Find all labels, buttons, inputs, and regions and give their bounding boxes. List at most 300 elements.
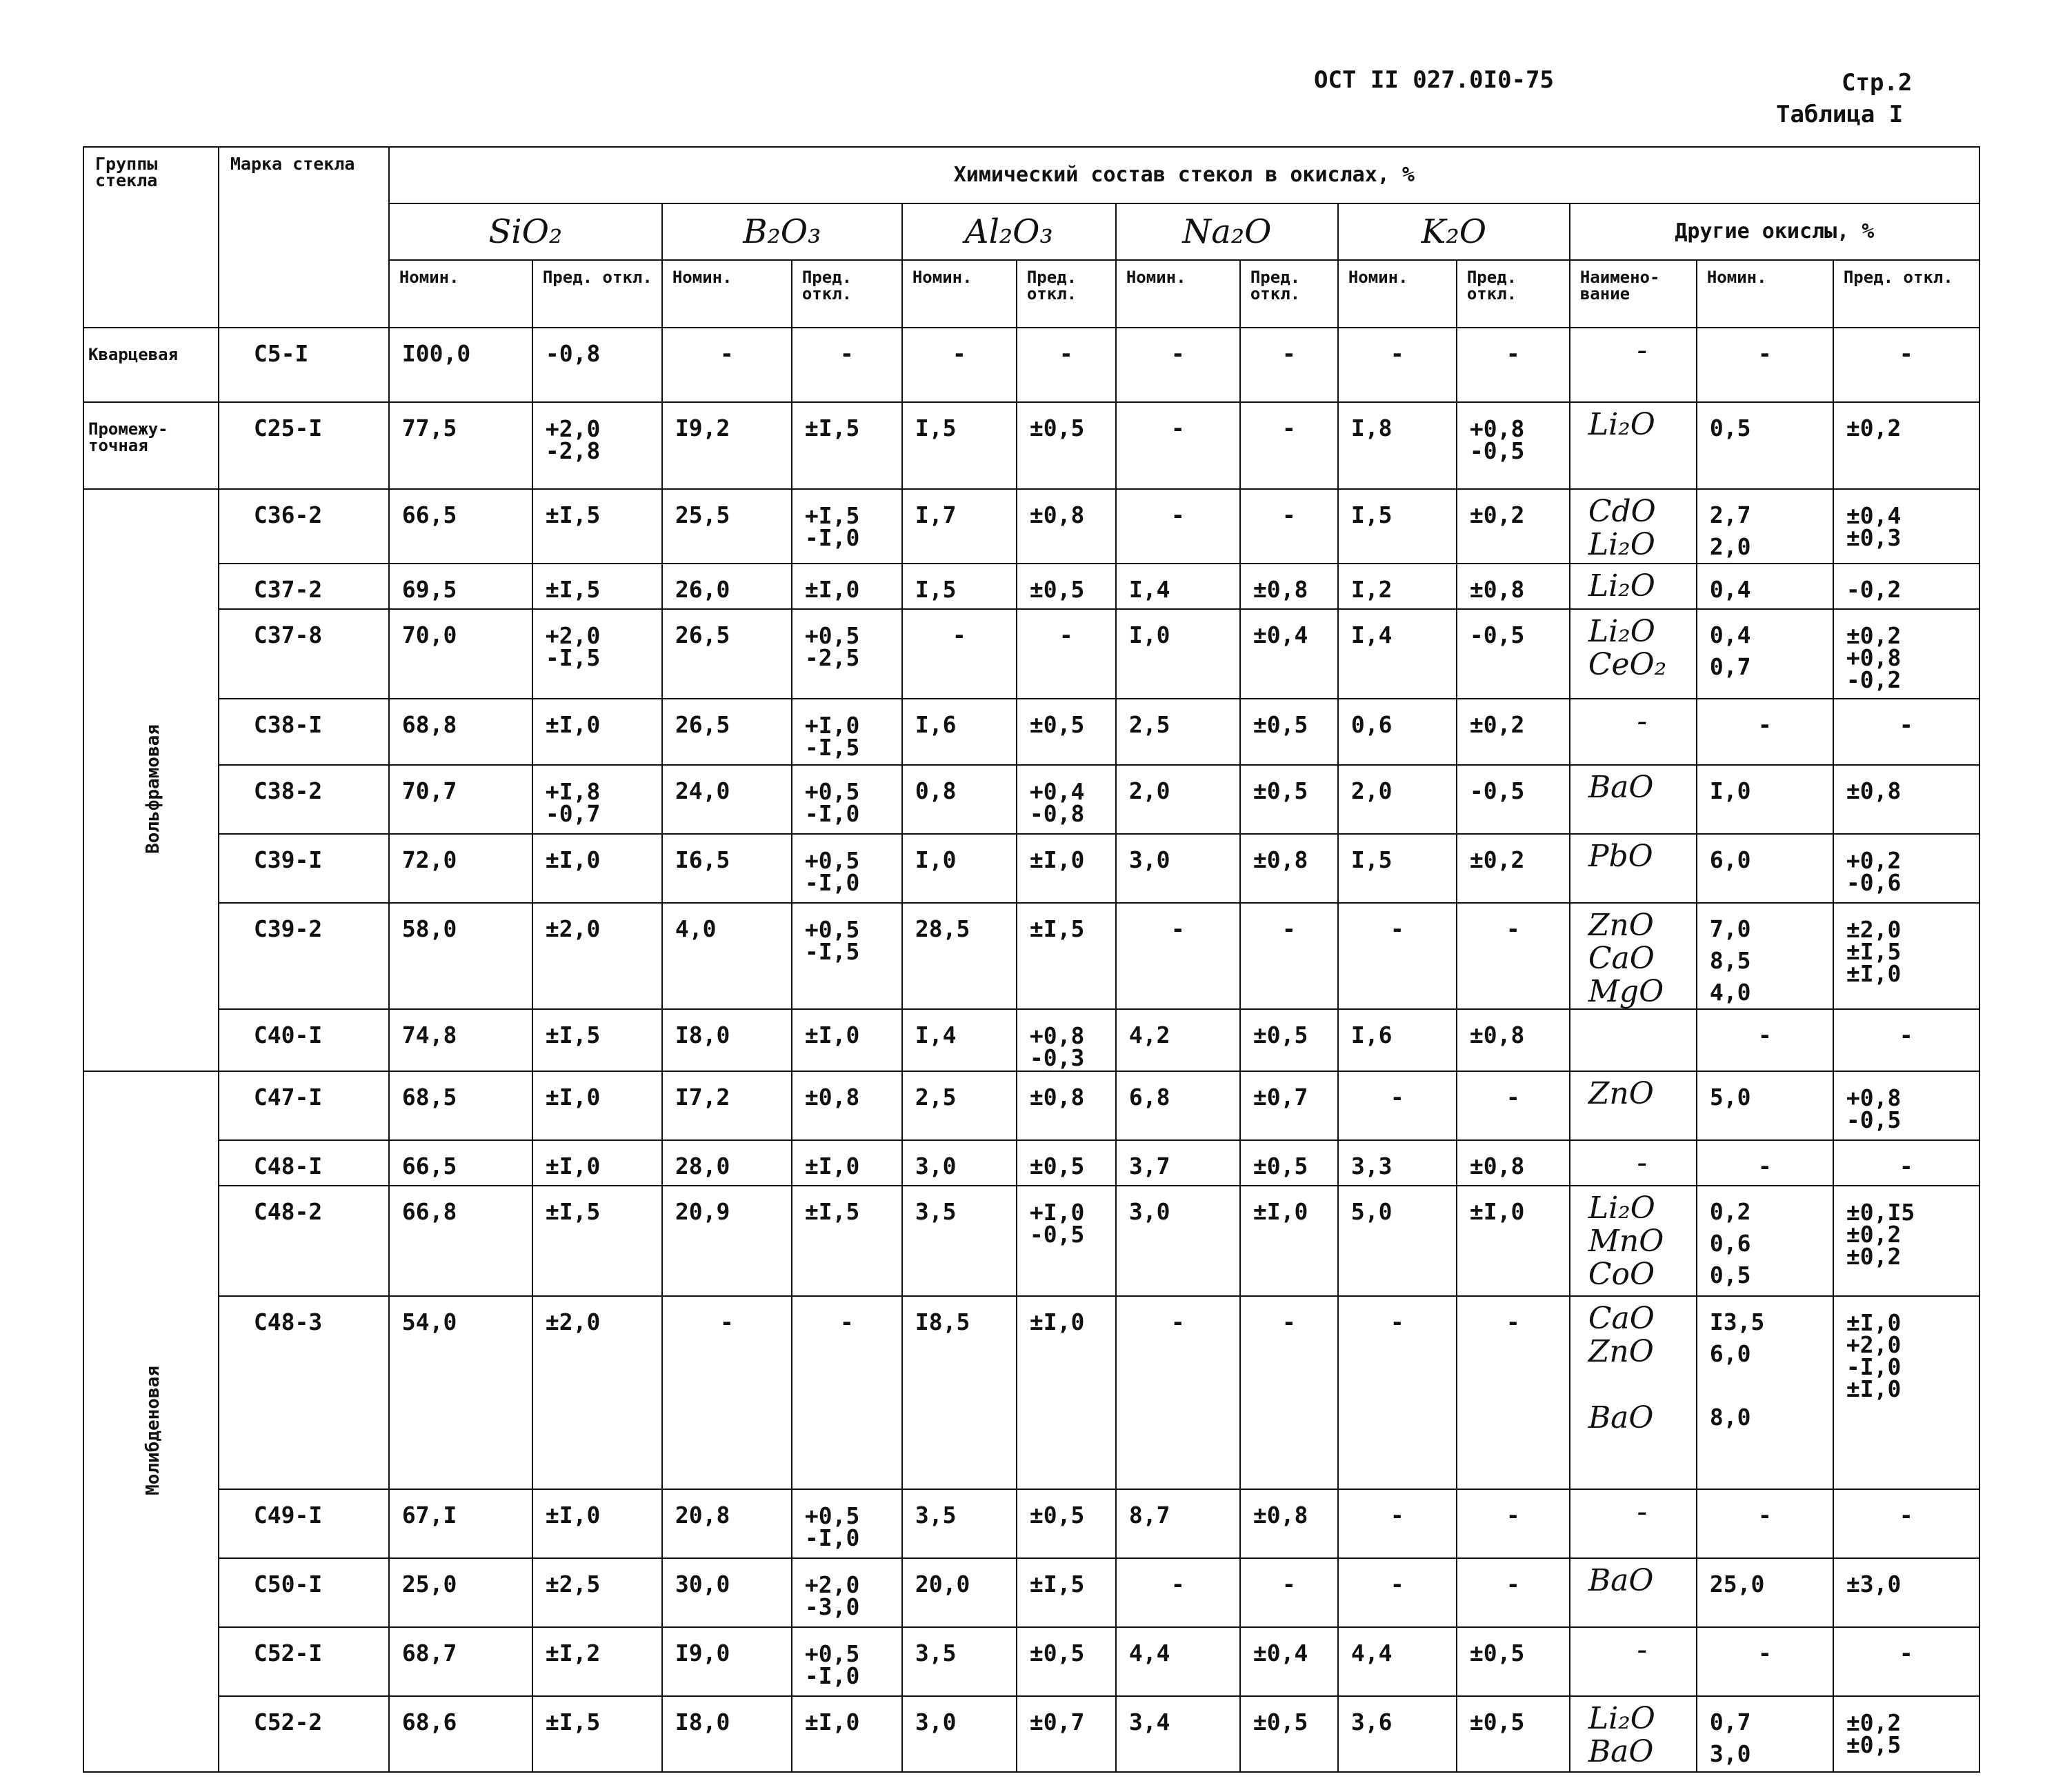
value-sio2-tol: ±I,5: [532, 564, 662, 609]
value-b2o3: 26,0: [662, 564, 792, 609]
table-row: [83, 1296, 1979, 1489]
table-row: [83, 564, 1979, 609]
value-k2o-tol: -: [1457, 1296, 1570, 1489]
value-other-nom: 5,0: [1697, 1071, 1833, 1140]
value-other-nom: 25,0: [1697, 1558, 1833, 1627]
table-row: [83, 609, 1979, 699]
value-al2o3-tol: ±0,5: [1017, 1140, 1116, 1186]
value-sio2: 77,5: [389, 402, 532, 489]
value-na2o: 2,5: [1116, 699, 1240, 765]
subheader-limit-deviation: Пред. откл.: [1457, 260, 1570, 328]
value-b2o3: 30,0: [662, 1558, 792, 1627]
value-other-name: Li₂O MnO CoO: [1570, 1186, 1697, 1296]
value-na2o: 3,4: [1116, 1696, 1240, 1772]
value-na2o-tol: -: [1240, 1558, 1338, 1627]
value-b2o3-tol: +0,5 -I,0: [792, 765, 902, 834]
table-row: [83, 328, 1979, 402]
value-al2o3: 3,0: [902, 1140, 1017, 1186]
value-other-tol: ±0,8: [1833, 765, 1979, 834]
subheader-nominal: Номин.: [1116, 260, 1240, 328]
value-al2o3: -: [902, 609, 1017, 699]
value-b2o3-tol: ±I,5: [792, 402, 902, 489]
table-row: [83, 402, 1979, 489]
value-k2o: 0,6: [1338, 699, 1457, 765]
value-k2o-tol: -0,5: [1457, 765, 1570, 834]
value-na2o-tol: ±I,0: [1240, 1186, 1338, 1296]
value-al2o3: I,6: [902, 699, 1017, 765]
value-al2o3: I,0: [902, 834, 1017, 903]
value-b2o3-tol: ±I,0: [792, 1696, 902, 1772]
value-sio2-tol: ±I,5: [532, 489, 662, 564]
value-other-nom: -: [1697, 328, 1833, 402]
value-sio2: 68,8: [389, 699, 532, 765]
value-k2o: -: [1338, 1489, 1457, 1558]
value-b2o3: 26,5: [662, 699, 792, 765]
value-other-tol: -: [1833, 328, 1979, 402]
value-al2o3-tol: +0,4 -0,8: [1017, 765, 1116, 834]
value-k2o: -: [1338, 328, 1457, 402]
value-b2o3: 24,0: [662, 765, 792, 834]
value-other-name: ZnO CaO MgO: [1570, 903, 1697, 1009]
value-b2o3-tol: ±I,5: [792, 1186, 902, 1296]
value-k2o: I,8: [1338, 402, 1457, 489]
value-sio2: 68,5: [389, 1071, 532, 1140]
value-na2o: -: [1116, 328, 1240, 402]
value-k2o: -: [1338, 1558, 1457, 1627]
value-other-tol: -0,2: [1833, 564, 1979, 609]
subheader-limit-deviation: Пред. откл.: [1240, 260, 1338, 328]
table-row: [83, 1071, 1979, 1140]
subheader-limit-deviation: Пред. откл.: [792, 260, 902, 328]
value-al2o3-tol: -: [1017, 609, 1116, 699]
value-other-tol: ±2,0 ±I,5 ±I,0: [1833, 903, 1979, 1009]
value-k2o-tol: ±I,0: [1457, 1186, 1570, 1296]
value-other-nom: -: [1697, 1627, 1833, 1696]
subheader-nominal: Номин.: [1338, 260, 1457, 328]
table-label: Таблица I: [1776, 101, 1904, 128]
value-sio2-tol: ±I,2: [532, 1627, 662, 1696]
value-al2o3-tol: ±0,8: [1017, 1071, 1116, 1140]
value-na2o-tol: ±0,5: [1240, 1140, 1338, 1186]
value-al2o3: 2,5: [902, 1071, 1017, 1140]
value-al2o3-tol: ±I,0: [1017, 1296, 1116, 1489]
value-b2o3-tol: +I,5 -I,0: [792, 489, 902, 564]
value-b2o3-tol: +0,5 -I,5: [792, 903, 902, 1009]
value-other-tol: -: [1833, 699, 1979, 765]
value-al2o3-tol: ±I,5: [1017, 903, 1116, 1009]
value-na2o: 3,0: [1116, 1186, 1240, 1296]
mark-header: Марка стекла: [219, 147, 389, 328]
table-row: [83, 903, 1979, 1009]
value-al2o3-tol: ±0,5: [1017, 1489, 1116, 1558]
value-other-name: BaO: [1570, 765, 1697, 834]
value-na2o-tol: ±0,7: [1240, 1071, 1338, 1140]
group-header: Группы стекла: [83, 147, 219, 328]
value-other-tol: ±0,2 ±0,5: [1833, 1696, 1979, 1772]
table-row: [83, 489, 1979, 564]
glass-mark: С50-I: [219, 1558, 389, 1627]
value-na2o: 3,0: [1116, 834, 1240, 903]
value-na2o: I,4: [1116, 564, 1240, 609]
value-sio2: 66,8: [389, 1186, 532, 1296]
value-other-name: -: [1570, 699, 1697, 765]
value-na2o-tol: -: [1240, 402, 1338, 489]
value-k2o: 4,4: [1338, 1627, 1457, 1696]
value-b2o3-tol: ±I,0: [792, 564, 902, 609]
subheader-limit-deviation: Пред. откл.: [1017, 260, 1116, 328]
value-k2o: -: [1338, 903, 1457, 1009]
value-na2o-tol: ±0,8: [1240, 1489, 1338, 1558]
value-other-nom: 0,7 3,0: [1697, 1696, 1833, 1772]
value-b2o3: I9,2: [662, 402, 792, 489]
group-name: Кварцевая: [88, 345, 179, 364]
value-other-name: ZnO: [1570, 1071, 1697, 1140]
table-row: [83, 1489, 1979, 1558]
table-row: [83, 1558, 1979, 1627]
glass-mark: С48-3: [219, 1296, 389, 1489]
value-k2o: I,5: [1338, 834, 1457, 903]
value-other-nom: 0,4 0,7: [1697, 609, 1833, 699]
glass-mark: С48-2: [219, 1186, 389, 1296]
value-sio2: I00,0: [389, 328, 532, 402]
value-other-nom: I,0: [1697, 765, 1833, 834]
value-other-name: CdO Li₂O: [1570, 489, 1697, 564]
value-k2o: 2,0: [1338, 765, 1457, 834]
value-al2o3-tol: +0,8 -0,3: [1017, 1009, 1116, 1071]
value-al2o3: 3,5: [902, 1186, 1017, 1296]
value-na2o-tol: ±0,8: [1240, 564, 1338, 609]
value-al2o3: 3,5: [902, 1489, 1017, 1558]
value-na2o: -: [1116, 1558, 1240, 1627]
value-na2o: 8,7: [1116, 1489, 1240, 1558]
value-b2o3-tol: ±I,0: [792, 1009, 902, 1071]
composition-title: Химический состав стекол в окислах, %: [389, 147, 1979, 203]
value-sio2: 25,0: [389, 1558, 532, 1627]
value-k2o-tol: ±0,8: [1457, 1140, 1570, 1186]
value-k2o-tol: ±0,5: [1457, 1627, 1570, 1696]
value-other-nom: -: [1697, 699, 1833, 765]
value-al2o3: I,4: [902, 1009, 1017, 1071]
glass-mark: С40-I: [219, 1009, 389, 1071]
value-al2o3: I,5: [902, 564, 1017, 609]
page-number: Стр.2: [1842, 69, 1913, 97]
value-sio2-tol: ±I,5: [532, 1009, 662, 1071]
value-other-nom: 0,4: [1697, 564, 1833, 609]
value-al2o3: I,5: [902, 402, 1017, 489]
value-sio2-tol: +I,8 -0,7: [532, 765, 662, 834]
value-sio2-tol: ±2,0: [532, 903, 662, 1009]
glass-mark: С38-2: [219, 765, 389, 834]
value-al2o3-tol: -: [1017, 328, 1116, 402]
value-k2o: 3,3: [1338, 1140, 1457, 1186]
group-name-cell: [83, 1071, 219, 1772]
value-sio2-tol: ±I,0: [532, 699, 662, 765]
value-other-nom: -: [1697, 1489, 1833, 1558]
glass-mark: С38-I: [219, 699, 389, 765]
glass-mark: С52-I: [219, 1627, 389, 1696]
value-other-name: Li₂O: [1570, 564, 1697, 609]
value-other-nom: -: [1697, 1009, 1833, 1071]
table-row: [83, 834, 1979, 903]
value-sio2-tol: -0,8: [532, 328, 662, 402]
value-sio2-tol: ±I,0: [532, 1071, 662, 1140]
subheader-nominal: Номин.: [902, 260, 1017, 328]
value-k2o-tol: -: [1457, 328, 1570, 402]
glass-mark: С39-2: [219, 903, 389, 1009]
value-k2o: 5,0: [1338, 1186, 1457, 1296]
glass-mark: С39-I: [219, 834, 389, 903]
value-sio2-tol: ±2,0: [532, 1296, 662, 1489]
value-al2o3: 3,5: [902, 1627, 1017, 1696]
value-k2o-tol: ±0,2: [1457, 489, 1570, 564]
value-other-nom: I3,5 6,0 8,0: [1697, 1296, 1833, 1489]
value-na2o-tol: ±0,5: [1240, 1696, 1338, 1772]
group-name-cell: [83, 402, 219, 489]
value-na2o-tol: -: [1240, 903, 1338, 1009]
value-other-name: -: [1570, 1489, 1697, 1558]
value-sio2: 66,5: [389, 489, 532, 564]
value-other-nom: 0,2 0,6 0,5: [1697, 1186, 1833, 1296]
value-na2o: I,0: [1116, 609, 1240, 699]
value-sio2: 66,5: [389, 1140, 532, 1186]
value-sio2: 54,0: [389, 1296, 532, 1489]
value-al2o3-tol: ±I,5: [1017, 1558, 1116, 1627]
value-other-name: BaO: [1570, 1558, 1697, 1627]
glass-mark: С52-2: [219, 1696, 389, 1772]
value-na2o: -: [1116, 903, 1240, 1009]
value-other-name: -: [1570, 328, 1697, 402]
standard-code: ОСТ II 027.0I0-75: [1314, 66, 1554, 94]
glass-mark: С37-8: [219, 609, 389, 699]
value-b2o3: 4,0: [662, 903, 792, 1009]
value-k2o: 3,6: [1338, 1696, 1457, 1772]
value-other-name: [1570, 1009, 1697, 1071]
value-other-tol: -: [1833, 1140, 1979, 1186]
value-other-name: PbO: [1570, 834, 1697, 903]
glass-mark: С48-I: [219, 1140, 389, 1186]
value-other-name: Li₂O CeO₂: [1570, 609, 1697, 699]
value-k2o-tol: -: [1457, 1489, 1570, 1558]
value-other-tol: ±0,2 +0,8 -0,2: [1833, 609, 1979, 699]
value-na2o: -: [1116, 1296, 1240, 1489]
value-k2o: -: [1338, 1296, 1457, 1489]
value-al2o3: 28,5: [902, 903, 1017, 1009]
value-other-name: -: [1570, 1140, 1697, 1186]
value-other-tol: +0,8 -0,5: [1833, 1071, 1979, 1140]
glass-mark: С5-I: [219, 328, 389, 402]
value-k2o-tol: ±0,8: [1457, 564, 1570, 609]
table-row: [83, 1186, 1979, 1296]
value-al2o3: I8,5: [902, 1296, 1017, 1489]
value-other-tol: +0,2 -0,6: [1833, 834, 1979, 903]
value-al2o3: -: [902, 328, 1017, 402]
value-sio2: 58,0: [389, 903, 532, 1009]
value-na2o: 4,2: [1116, 1009, 1240, 1071]
value-na2o: -: [1116, 402, 1240, 489]
value-other-tol: ±0,I5 ±0,2 ±0,2: [1833, 1186, 1979, 1296]
value-al2o3-tol: +I,0 -0,5: [1017, 1186, 1116, 1296]
oxide-b2o3-header: B₂O₃: [662, 203, 902, 260]
value-sio2: 67,I: [389, 1489, 532, 1558]
value-na2o: 2,0: [1116, 765, 1240, 834]
composition-table: [83, 146, 1980, 1773]
oxide-na2o-header: Na₂O: [1116, 203, 1338, 260]
value-b2o3: I7,2: [662, 1071, 792, 1140]
value-sio2-tol: ±I,5: [532, 1186, 662, 1296]
oxide-sio2-header: SiO₂: [389, 203, 662, 260]
value-k2o-tol: -: [1457, 1071, 1570, 1140]
subheader-limit-deviation: Пред. откл.: [532, 260, 662, 328]
value-k2o-tol: ±0,2: [1457, 834, 1570, 903]
value-al2o3: I,7: [902, 489, 1017, 564]
value-other-name: CaO ZnO BaO: [1570, 1296, 1697, 1489]
value-sio2-tol: ±I,0: [532, 834, 662, 903]
value-b2o3: 20,9: [662, 1186, 792, 1296]
value-sio2: 70,7: [389, 765, 532, 834]
value-al2o3: 20,0: [902, 1558, 1017, 1627]
value-b2o3-tol: +0,5 -I,0: [792, 1627, 902, 1696]
group-name: Промежу-точная: [88, 419, 168, 455]
group-name: Вольфрамовая: [142, 724, 163, 854]
value-k2o: -: [1338, 1071, 1457, 1140]
value-sio2-tol: +2,0 -I,5: [532, 609, 662, 699]
value-al2o3: 3,0: [902, 1696, 1017, 1772]
value-na2o: 6,8: [1116, 1071, 1240, 1140]
value-k2o: I,4: [1338, 609, 1457, 699]
subheader-limit-deviation: Пред. откл.: [1833, 260, 1979, 328]
value-b2o3-tol: +I,0 -I,5: [792, 699, 902, 765]
value-b2o3: I6,5: [662, 834, 792, 903]
value-b2o3: 28,0: [662, 1140, 792, 1186]
value-b2o3: 20,8: [662, 1489, 792, 1558]
value-al2o3-tol: ±0,5: [1017, 1627, 1116, 1696]
value-sio2-tol: ±I,5: [532, 1696, 662, 1772]
subheader-name: Наимено-вание: [1570, 260, 1697, 328]
oxide-al2o3-header: Al₂O₃: [902, 203, 1116, 260]
group-name-cell: [83, 328, 219, 402]
subheader-nominal: Номин.: [1697, 260, 1833, 328]
value-al2o3-tol: ±0,5: [1017, 699, 1116, 765]
glass-mark: С37-2: [219, 564, 389, 609]
value-sio2-tol: ±I,0: [532, 1140, 662, 1186]
value-na2o-tol: -: [1240, 489, 1338, 564]
subheader-nominal: Номин.: [389, 260, 532, 328]
value-other-tol: -: [1833, 1009, 1979, 1071]
value-other-name: Li₂O: [1570, 402, 1697, 489]
value-na2o-tol: ±0,8: [1240, 834, 1338, 903]
value-sio2-tol: ±2,5: [532, 1558, 662, 1627]
value-k2o-tol: -: [1457, 903, 1570, 1009]
value-b2o3: 26,5: [662, 609, 792, 699]
value-sio2: 68,7: [389, 1627, 532, 1696]
value-k2o-tol: +0,8 -0,5: [1457, 402, 1570, 489]
value-sio2: 74,8: [389, 1009, 532, 1071]
subheader-nominal: Номин.: [662, 260, 792, 328]
value-na2o-tol: ±0,4: [1240, 1627, 1338, 1696]
value-b2o3: -: [662, 328, 792, 402]
value-b2o3: I8,0: [662, 1009, 792, 1071]
value-k2o-tol: ±0,8: [1457, 1009, 1570, 1071]
other-oxides-header: Другие окислы, %: [1570, 203, 1979, 260]
value-sio2-tol: ±I,0: [532, 1489, 662, 1558]
value-na2o-tol: -: [1240, 1296, 1338, 1489]
value-na2o-tol: -: [1240, 328, 1338, 402]
value-b2o3: I9,0: [662, 1627, 792, 1696]
value-al2o3-tol: ±0,5: [1017, 402, 1116, 489]
value-b2o3-tol: +0,5 -I,0: [792, 1489, 902, 1558]
value-other-nom: 0,5: [1697, 402, 1833, 489]
table-row: [83, 1696, 1979, 1772]
value-b2o3: -: [662, 1296, 792, 1489]
value-k2o-tol: -0,5: [1457, 609, 1570, 699]
glass-mark: С47-I: [219, 1071, 389, 1140]
value-na2o: -: [1116, 489, 1240, 564]
value-other-nom: 7,0 8,5 4,0: [1697, 903, 1833, 1009]
table-row: [83, 1140, 1979, 1186]
value-al2o3-tol: ±0,5: [1017, 564, 1116, 609]
group-name-cell: [83, 489, 219, 1071]
value-al2o3: 0,8: [902, 765, 1017, 834]
value-k2o: I,5: [1338, 489, 1457, 564]
value-sio2: 69,5: [389, 564, 532, 609]
value-b2o3-tol: ±0,8: [792, 1071, 902, 1140]
value-sio2: 70,0: [389, 609, 532, 699]
value-other-name: Li₂O BaO: [1570, 1696, 1697, 1772]
glass-mark: С25-I: [219, 402, 389, 489]
glass-mark: С36-2: [219, 489, 389, 564]
value-k2o: I,2: [1338, 564, 1457, 609]
table-row: [83, 699, 1979, 765]
value-al2o3-tol: ±0,7: [1017, 1696, 1116, 1772]
value-na2o-tol: ±0,5: [1240, 699, 1338, 765]
value-na2o-tol: ±0,4: [1240, 609, 1338, 699]
value-k2o-tol: -: [1457, 1558, 1570, 1627]
value-sio2: 72,0: [389, 834, 532, 903]
group-name: Молибденовая: [142, 1366, 163, 1495]
value-other-nom: -: [1697, 1140, 1833, 1186]
value-other-tol: -: [1833, 1489, 1979, 1558]
value-b2o3: I8,0: [662, 1696, 792, 1772]
value-other-tol: -: [1833, 1627, 1979, 1696]
value-b2o3-tol: -: [792, 1296, 902, 1489]
value-other-tol: ±0,2: [1833, 402, 1979, 489]
value-k2o-tol: ±0,5: [1457, 1696, 1570, 1772]
value-al2o3-tol: ±I,0: [1017, 834, 1116, 903]
value-b2o3: 25,5: [662, 489, 792, 564]
value-al2o3-tol: ±0,8: [1017, 489, 1116, 564]
value-sio2-tol: +2,0 -2,8: [532, 402, 662, 489]
value-other-tol: ±0,4 ±0,3: [1833, 489, 1979, 564]
value-b2o3-tol: +0,5 -2,5: [792, 609, 902, 699]
value-na2o-tol: ±0,5: [1240, 765, 1338, 834]
value-na2o-tol: ±0,5: [1240, 1009, 1338, 1071]
table-row: [83, 1009, 1979, 1071]
value-na2o: 4,4: [1116, 1627, 1240, 1696]
value-b2o3-tol: ±I,0: [792, 1140, 902, 1186]
value-b2o3-tol: +0,5 -I,0: [792, 834, 902, 903]
table-row: [83, 765, 1979, 834]
value-b2o3-tol: -: [792, 328, 902, 402]
value-other-tol: ±I,0 +2,0 -I,0 ±I,0: [1833, 1296, 1979, 1489]
oxide-k2o-header: K₂O: [1338, 203, 1570, 260]
value-other-nom: 6,0: [1697, 834, 1833, 903]
value-na2o: 3,7: [1116, 1140, 1240, 1186]
table-row: [83, 1627, 1979, 1696]
value-k2o-tol: ±0,2: [1457, 699, 1570, 765]
value-sio2: 68,6: [389, 1696, 532, 1772]
value-other-name: -: [1570, 1627, 1697, 1696]
value-k2o: I,6: [1338, 1009, 1457, 1071]
